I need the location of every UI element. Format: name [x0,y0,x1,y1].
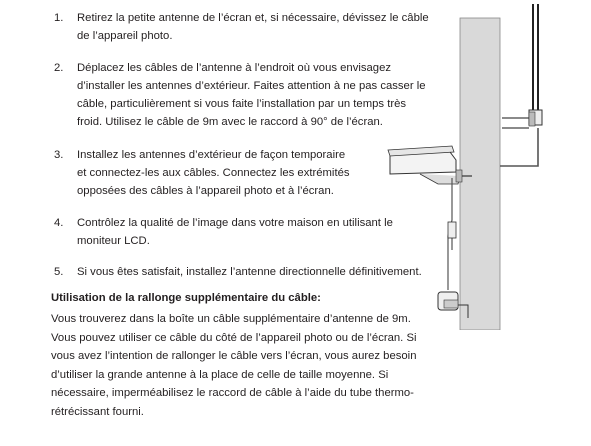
step-line: d’installer les antennes d’extérieur. Faites attention à ne pas casser le [77,80,426,92]
step-line: Si vous êtes satisfait, installez l’antenne directionnelle définitivement. [77,266,422,278]
step-number: 4. [54,217,64,229]
paragraph-line: Vous pouvez utiliser ce câble du côté de l’appareil photo ou de l’écran. Si [51,331,417,344]
step-line: froid. Utilisez le câble de 9m avec le raccord à 90° de l’écran. [77,116,383,128]
installation-illustration [380,0,560,330]
step-line: Contrôlez la qualité de l’image dans votre maison en utilisant le [77,217,393,229]
cable-connector-icon [448,222,456,250]
section-paragraph [51,310,417,421]
step-line: opposées des câbles à l’appareil photo et à l’écran. [77,185,334,197]
step-number: 1. [54,12,64,24]
paragraph-line: vous avez l’intention de rallonger le câble vers l’écran, vous aurez besoin [51,350,417,362]
step-line: de l’appareil photo. [77,30,173,42]
step-line: Retirez la petite antenne de l’écran et, si nécessaire, dévissez le câble [77,12,429,24]
paragraph-line: rétrécissant fourni. [51,405,144,418]
directional-antenna-icon [502,4,542,128]
step-number: 2. [54,62,64,74]
step-line: et connectez-les aux câbles. Connectez les extrémités [77,167,350,179]
antenna-cable [500,128,538,166]
camera-icon [388,146,472,184]
section-heading: Utilisation de la rallonge supplémentaire du câble: [51,292,321,304]
step-line: Déplacez les câbles de l’antenne à l’endroit où vous envisagez [77,62,392,74]
paragraph-line: d’utiliser la grande antenne à la place de celle de taille moyenne. Si [51,368,389,381]
step-line: câble, particulièrement si vous faite l’installation par un temps très [77,98,407,110]
paragraph-line: Vous trouverez dans la boîte un câble supplémentaire d’antenne de 9m. [51,313,411,325]
step-number: 5. [54,266,64,278]
paragraph-line: nécessaire, imperméabilisez le raccord de câble à l’aide du tube thermo- [51,387,414,399]
step-line: moniteur LCD. [77,235,150,247]
wall [460,18,500,330]
step-line: Installez les antennes d’extérieur de façon temporaire [77,149,346,161]
step-number: 3. [54,149,64,161]
